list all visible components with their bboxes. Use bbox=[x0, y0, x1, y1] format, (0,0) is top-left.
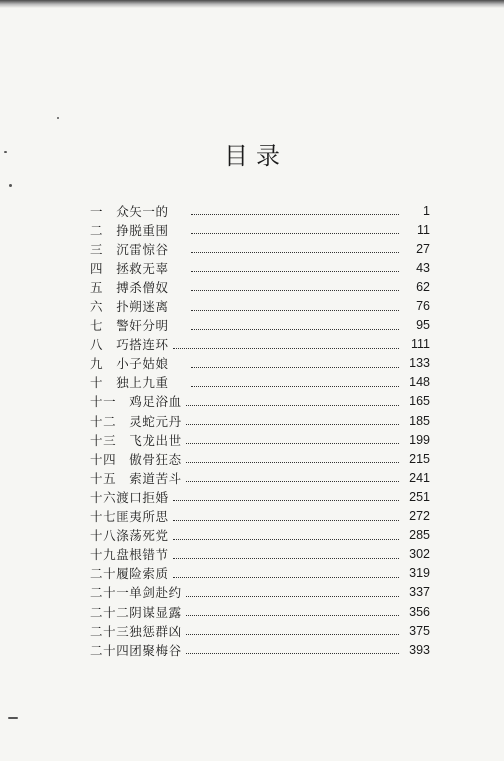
toc-page-number: 356 bbox=[409, 604, 430, 619]
toc-entry bbox=[90, 239, 430, 258]
toc-entry bbox=[90, 392, 430, 411]
toc-page-number: 27 bbox=[416, 241, 430, 256]
toc-chapter-title: 九 小子姑娘 bbox=[90, 356, 169, 372]
toc-entry bbox=[90, 487, 430, 506]
dot-leader bbox=[186, 594, 399, 597]
dot-leader bbox=[191, 384, 399, 387]
toc-page-number: 185 bbox=[409, 413, 430, 428]
dot-leader bbox=[186, 422, 399, 425]
toc-chapter-title: 十四 傲骨狂态 bbox=[90, 451, 182, 467]
dot-leader bbox=[186, 460, 399, 463]
toc-page-number: 1 bbox=[423, 203, 430, 218]
toc-chapter-title: 十三 飞龙出世 bbox=[90, 432, 182, 448]
toc-chapter-title: 二 挣脱重围 bbox=[90, 222, 169, 238]
scan-speck bbox=[57, 117, 59, 119]
toc-entry bbox=[90, 526, 430, 545]
toc-page-number: 302 bbox=[409, 547, 430, 562]
toc-chapter-title: 二十一单剑赴约 bbox=[90, 585, 182, 601]
page-title: 目录 bbox=[224, 142, 288, 170]
toc-chapter-title: 十五 索道苦斗 bbox=[90, 470, 182, 486]
toc-chapter-title: 十八涤荡死党 bbox=[90, 528, 169, 544]
toc-entry bbox=[90, 430, 430, 449]
dot-leader bbox=[173, 346, 399, 349]
dot-leader bbox=[191, 250, 399, 253]
toc-page-number: 165 bbox=[409, 394, 430, 409]
toc-chapter-title: 八 巧搭连环 bbox=[90, 337, 169, 353]
toc-chapter-title: 十二 灵蛇元丹 bbox=[90, 413, 182, 429]
toc-chapter-title: 二十履险索质 bbox=[90, 566, 169, 582]
toc-chapter-title: 六 扑朔迷离 bbox=[90, 299, 169, 315]
toc-chapter-title: 十七匪夷所思 bbox=[90, 509, 169, 525]
toc-page-number: 148 bbox=[409, 375, 430, 390]
dot-leader bbox=[173, 556, 399, 559]
toc-page-number: 11 bbox=[417, 222, 430, 237]
toc-entry bbox=[90, 545, 430, 564]
dot-leader bbox=[173, 518, 399, 521]
toc-entry bbox=[90, 468, 430, 487]
toc-entry bbox=[90, 583, 430, 602]
toc-entry bbox=[90, 640, 430, 659]
toc-entry bbox=[90, 449, 430, 468]
dot-leader bbox=[186, 479, 399, 482]
dot-leader bbox=[191, 288, 399, 291]
dot-leader bbox=[191, 365, 399, 368]
toc-page-number: 319 bbox=[409, 566, 430, 581]
scan-speck bbox=[9, 184, 12, 187]
toc-entry bbox=[90, 564, 430, 583]
toc-page-number: 111 bbox=[410, 337, 430, 352]
dot-leader bbox=[186, 403, 399, 406]
toc-entry bbox=[90, 258, 430, 277]
toc-page-number: 375 bbox=[409, 623, 430, 638]
dot-leader bbox=[191, 231, 399, 234]
toc-entry bbox=[90, 507, 430, 526]
toc-entry bbox=[90, 201, 430, 220]
toc-page-number: 43 bbox=[416, 260, 430, 275]
dot-leader bbox=[191, 308, 399, 311]
toc-page-number: 241 bbox=[409, 470, 430, 485]
toc-chapter-title: 二十四团聚梅谷 bbox=[90, 642, 182, 658]
toc-entry bbox=[90, 335, 430, 354]
toc-page-number: 62 bbox=[416, 279, 430, 294]
toc-entry bbox=[90, 373, 430, 392]
toc-page-number: 272 bbox=[409, 509, 430, 524]
toc-chapter-title: 十六渡口拒婚 bbox=[90, 489, 169, 505]
toc-page-number: 215 bbox=[409, 451, 430, 466]
toc-page-number: 251 bbox=[409, 489, 430, 504]
toc-page-number: 337 bbox=[409, 585, 430, 600]
toc-entry bbox=[90, 602, 430, 621]
toc-page-number: 76 bbox=[416, 299, 430, 314]
dot-leader bbox=[186, 441, 399, 444]
toc-chapter-title: 十九盘根错节 bbox=[90, 547, 169, 563]
toc-chapter-title: 七 警奸分明 bbox=[90, 318, 169, 334]
dot-leader bbox=[173, 575, 399, 578]
dot-leader bbox=[191, 327, 399, 330]
table-of-contents bbox=[90, 201, 430, 659]
toc-entry bbox=[90, 621, 430, 640]
dot-leader bbox=[173, 537, 399, 540]
toc-chapter-title: 四 拯救无辜 bbox=[90, 260, 169, 276]
toc-entry bbox=[90, 316, 430, 335]
toc-chapter-title: 一 众矢一的 bbox=[90, 203, 169, 219]
toc-entry bbox=[90, 220, 430, 239]
scan-speck bbox=[8, 717, 18, 719]
dot-leader bbox=[186, 651, 399, 654]
scan-top-edge bbox=[0, 0, 504, 8]
toc-page-number: 133 bbox=[409, 356, 430, 371]
toc-chapter-title: 二十二阴谋显露 bbox=[90, 604, 182, 620]
toc-chapter-title: 十 独上九重 bbox=[90, 375, 169, 391]
toc-entry bbox=[90, 354, 430, 373]
toc-entry bbox=[90, 277, 430, 296]
toc-page-number: 95 bbox=[416, 318, 430, 333]
toc-chapter-title: 五 搏杀僧奴 bbox=[90, 279, 169, 295]
toc-page-number: 393 bbox=[409, 642, 430, 657]
dot-leader bbox=[186, 632, 399, 635]
dot-leader bbox=[186, 613, 399, 616]
dot-leader bbox=[173, 498, 399, 501]
toc-chapter-title: 三 沉雷惊谷 bbox=[90, 241, 169, 257]
toc-page-number: 285 bbox=[409, 528, 430, 543]
dot-leader bbox=[191, 269, 399, 272]
toc-chapter-title: 二十三独惩群凶 bbox=[90, 623, 182, 639]
toc-entry bbox=[90, 411, 430, 430]
toc-page-number: 199 bbox=[409, 432, 430, 447]
toc-chapter-title: 十一 鸡足浴血 bbox=[90, 394, 182, 410]
dot-leader bbox=[191, 212, 399, 215]
toc-entry bbox=[90, 296, 430, 315]
